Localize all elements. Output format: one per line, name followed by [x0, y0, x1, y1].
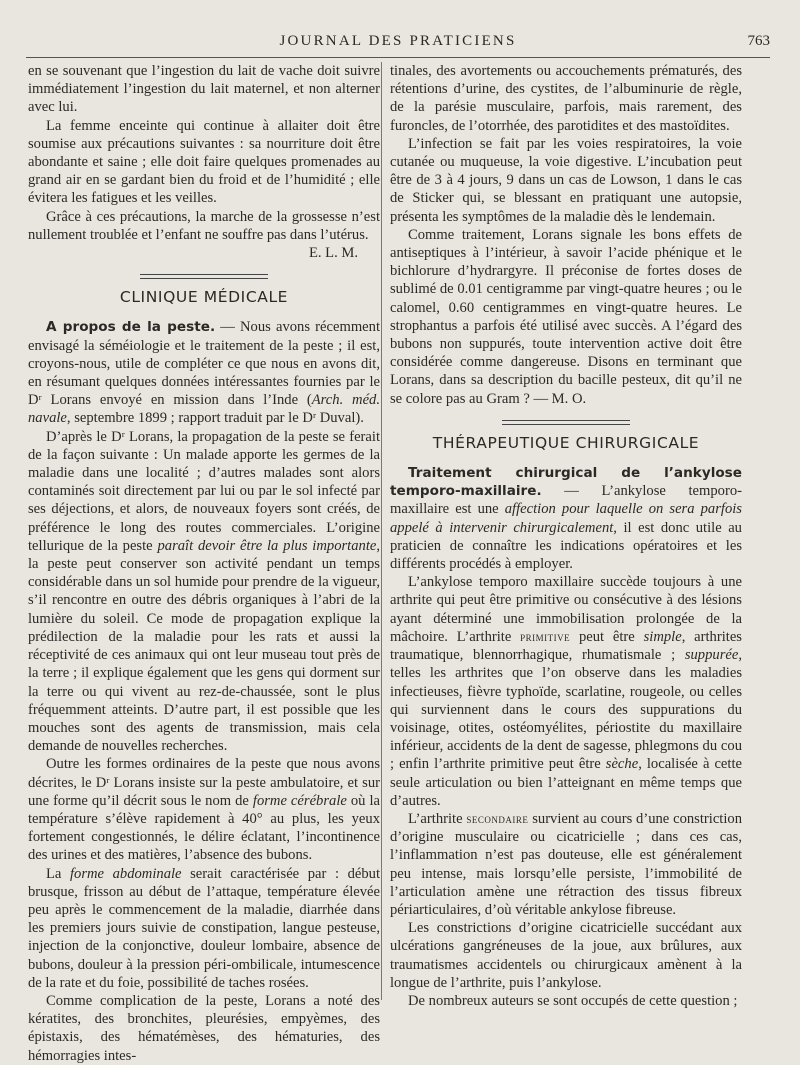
- paragraph: Grâce à ces précautions, la marche de la grossesse n’est nullement troublée et l’enfant ne souffre pas dans l’utérus.: [28, 208, 380, 243]
- paragraph: L’infection se fait par les voies respiratoires, la voie cutanée ou muqueuse, la voie digestive. L’incubation peut être de 3 à 4 jours, 9 dans un cas de Lowson, 1 dans le cas de Sticker qui, se blessant en pratiquant une autopsie, présenta les symptômes de la maladie dès le lendemain.: [390, 135, 742, 225]
- journal-title: JOURNAL DES PRATICIENS: [279, 33, 517, 49]
- author-signature: E. L. M.: [308, 245, 358, 262]
- paragraph: L’ankylose temporo maxillaire succède toujours à une arthrite qui peut être primitive ou consécutive à des lésions ayant déterminé une immobilisation prolongée de la mâchoire. L’arthrite primitive peut être simple, arthrites traumatique, blennorrhagique, rhumatismale ; suppurée, telles les arthrites que l’on observe dans les maladies infectieuses, fièvre typhoïde, scarlatine, rougeole, ou celles qui surviennent dans le cours des suppurations du voisinage, otites, ostéomyélites, périostite du maxillaire inférieur, accidents de la dent de sagesse, phlegmons du cou ; enfin l’arthrite primitive peut être sèche, localisée à cette seule articulation ou bien l’atteignant en même temps que d’autres.: [390, 574, 742, 809]
- paragraph: La femme enceinte qui continue à allaiter doit être soumise aux précautions suivantes : sa nourriture doit être abondante et saine ; elle doit faire quelques promenades au grand air en se gardant bien du froid et de l’humidité ; elle évitera les fatigues et les veilles.: [28, 117, 380, 207]
- citation: Arch. méd. navale: [28, 392, 381, 427]
- section-title: THÉRAPEUTIQUE CHIRURGICALE: [432, 433, 700, 452]
- paragraph: L’arthrite secondaire survient au cours d’une constriction d’origine musculaire ou cicatricielle ; dans ces cas, l’inflammation n’est pas douteuse, elle est généralement peu intense, mais lorsqu’elle persiste, l’immobilité de l’articulation amène une rétraction des tissus fibreux périarticulaires, d’où véritable ankylose fibreuse.: [390, 810, 742, 918]
- article-title: A propos de la peste.: [46, 319, 216, 336]
- paragraph: De nombreux auteurs se sont occupés de cette question ;: [408, 992, 738, 1009]
- left-column: [28, 62, 380, 1065]
- paragraph: en se souvenant que l’ingestion du lait de vache doit suivre immédiatement l’ingestion du lait maternel, et non alterner avec lui.: [28, 63, 380, 116]
- running-head: [26, 30, 770, 54]
- paragraph: Outre les formes ordinaires de la peste que nous avons décrites, le Dʳ Lorans insiste sur la peste ambulatoire, et sur une forme qu’il décrit sous le nom de forme cérébrale où la température s’élève rapidement à 40° au plus, les yeux fortement congestionnés, le délire éclatant, l’incontinence des urines et des matières, l’absence des bubons.: [28, 756, 380, 864]
- header-rule: [26, 57, 770, 58]
- paragraph: La forme abdominale serait caractérisée par : début brusque, frisson au début de l’attaque, température élevée peu après le commencement de la maladie, diarrhée dans les premiers jours suivie de constipation, langue pesteuse, injection de la conjonctive, douleur lombaire, absence de bubons, douleur à la pression péri-ombilicale, intumescence de la rate et du foie, possibilité de taches rosées.: [28, 865, 381, 991]
- paragraph: A propos de la peste. — Nous avons récemment envisagé la séméiologie et le traitement de la peste ; il est, croyons-nous, utile de compléter ce que nous en avons dit, en résumant quelques données intéressantes fournies par le Dʳ Lorans envoyé en mission dans l’Inde (Arch. méd. navale, septembre 1899 ; rapport traduit par le Dʳ Duval).: [28, 319, 381, 427]
- paragraph: Les constrictions d’origine cicatricielle succédant aux ulcérations gangréneuses de la joue, aux brûlures, aux traumatismes accidentels ou chirurgicaux amènent à la longue de l’arthrite, puis l’ankylose.: [390, 920, 742, 991]
- section-title: CLINIQUE MÉDICALE: [119, 288, 289, 307]
- column-divider: [381, 62, 382, 1000]
- article-title: Traitement chirurgical de l’ankylose temporo-maxillaire.: [390, 465, 742, 500]
- paragraph: Comme traitement, Lorans signale les bons effets de antiseptiques à l’intérieur, à savoir l’acide phénique et le bichlorure d’hydrargyre. Il préconise de fortes doses de sublimé de 0.01 centigramme par vingt-quatre heures ; ou le calomel, 0.60 centigrammes en vingt-quatre heures. Le strophantus a parfois été utilisé avec succès. A l’égard des bubons non suppurés, toute intervention active doit être considérée comme dangereuse. Disons en terminant que Lorans, dans sa description du bacille pesteux, dit qu’il ne se colore pas au Gram ? — M. O.: [390, 226, 742, 407]
- paragraph: Traitement chirurgical de l’ankylose temporo-maxillaire. — L’ankylose temporo-maxillaire est une affection pour laquelle on sera parfois appelé à intervenir chirurgicalement, il est donc utile au praticien de connaître les indications opératoires et les différents procédés à employer.: [390, 465, 742, 573]
- right-column: [390, 62, 742, 1010]
- section-separator: [140, 274, 268, 279]
- paragraph: D’après le Dʳ Lorans, la propagation de la peste se ferait de la façon suivante : Un malade apporte les germes de la maladie dans une localité ; d’autres malades sont alors contaminés soit directement par lui ou par le sol infecté par ses déjections, et alors, de nouveaux foyers sont créés, de préférence le long des routes commerciales. L’origine tellurique de la peste paraît devoir être la plus importante, la peste peut conserver son activité pendant un temps considérable dans un sol humide pour prendre de la vigueur, s’il rencontre en outre des débris organiques à l’abri de la lumière du soleil. Ce mode de propagation explique la prédilection de la maladie pour les rats et aussi la réceptivité de ces animaux qui ont leur museau tout près de la terre ; il explique également que les gens qui dorment sur la terre ou qui vivent au rez-de-chaussée, sont le plus fréquemment atteints. D’autre part, il est possible que les mouches sont des agents de transmission, mais cela demande de nouvelles recherches.: [28, 428, 381, 755]
- paragraph: Comme complication de la peste, Lorans a noté des kératites, des bronchites, pleurésies, empyèmes, des épistaxis, des hématémèses, des hématuries, des hémorragies intes-: [28, 992, 380, 1064]
- page-number: 763: [747, 33, 770, 49]
- section-separator: [502, 420, 630, 425]
- paragraph: tinales, des avortements ou accouchements prématurés, des rétentions d’urine, des cystites, de l’albuminurie de règle, de la parésie musculaire, parfois, mais rarement, des furoncles, de l’otorrhée, des parotidites et des mastoïdites.: [390, 63, 742, 134]
